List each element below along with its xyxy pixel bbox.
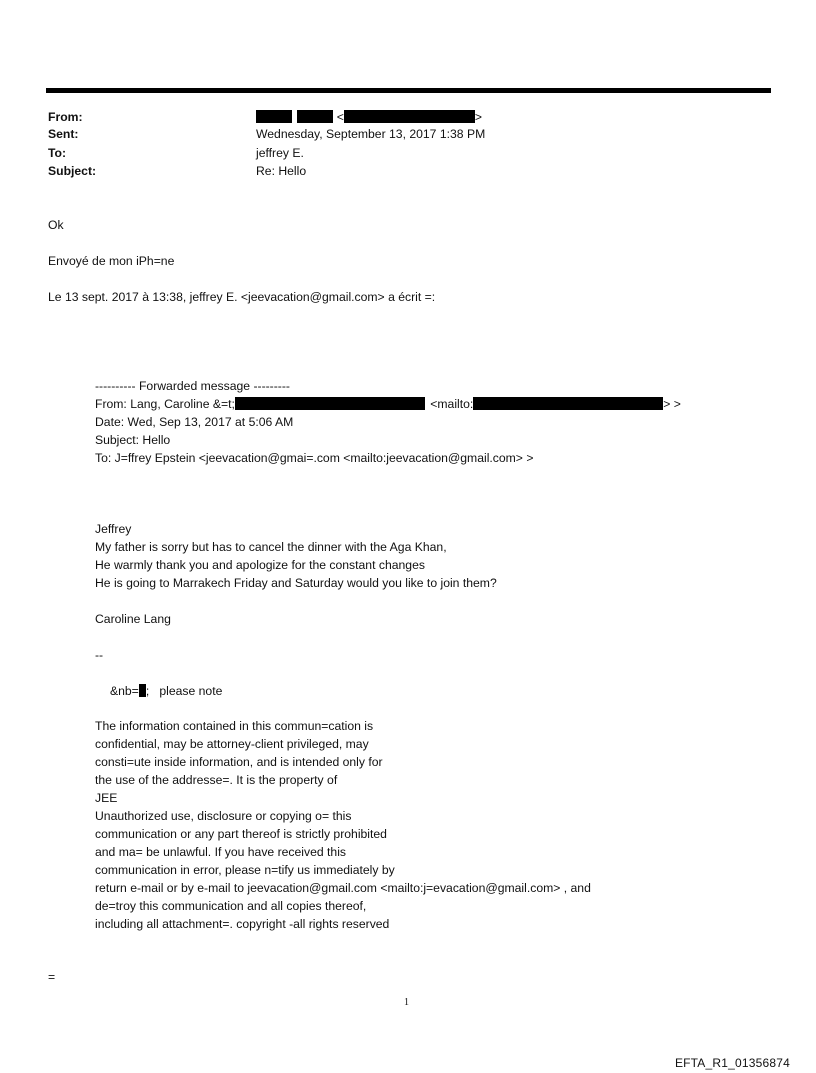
message-line: My father is sorry but has to cancel the dinner with the Aga Khan, [95, 540, 447, 554]
disclaimer-line: the use of the addresse=. It is the property of [95, 773, 338, 787]
from-value [256, 109, 482, 125]
page-number: 1 [404, 997, 409, 1008]
message-dashes: -- [95, 648, 104, 662]
message-signoff: Caroline Lang [95, 612, 171, 626]
reply-body: Ok [48, 218, 64, 232]
reply-signature: Envoyé de mon iPh=ne [48, 254, 175, 268]
from-close-bracket: > [474, 110, 483, 124]
forwarded-separator: ---------- Forwarded message --------- [95, 379, 290, 393]
forwarded-to: To: J=ffrey Epstein <jeevacation@gmai=.com <mailto:jeevacation@gmail.com> > [95, 451, 534, 465]
disclaimer-line: communication or any part thereof is strictly prohibited [95, 827, 387, 841]
header-rule [46, 88, 771, 93]
forwarded-date: Date: Wed, Sep 13, 2017 at 5:06 AM [95, 415, 294, 429]
note-prefix: &nb= [110, 684, 139, 698]
forwarded-from [95, 396, 681, 412]
disclaimer-line: including all attachment=. copyright -all rights reserved [95, 917, 390, 931]
message-line: He warmly thank you and apologize for the constant changes [95, 558, 425, 572]
redaction-block [139, 684, 146, 697]
redaction-block [235, 397, 425, 410]
note-suffix: ; please note [145, 684, 223, 698]
redaction-block [297, 110, 333, 123]
trailing-equals: = [48, 970, 56, 984]
disclaimer-line: return e-mail or by e-mail to jeevacation@gmail.com <mailto:j=evacation@gmail.com> , and [95, 881, 591, 895]
forwarded-from-mailto: <mailto: [430, 397, 474, 411]
disclaimer-line: Unauthorized use, disclosure or copying o= this [95, 809, 352, 823]
redaction-block [473, 397, 663, 410]
subject-label: Subject: [48, 164, 97, 178]
to-label: To: [48, 146, 67, 160]
disclaimer-line: consti=ute inside information, and is intended only for [95, 755, 383, 769]
redaction-block [344, 110, 475, 123]
sent-label: Sent: [48, 127, 79, 141]
to-value: jeffrey E. [256, 146, 304, 160]
forwarded-subject: Subject: Hello [95, 433, 171, 447]
disclaimer-line: JEE [95, 791, 118, 805]
forwarded-from-close: > > [663, 397, 681, 411]
redaction-block [256, 110, 292, 123]
disclaimer-line: de=troy this communication and all copies thereof, [95, 899, 367, 913]
from-open-bracket: < [336, 110, 344, 124]
from-label: From: [48, 110, 83, 124]
disclaimer-note [110, 683, 222, 699]
message-greeting: Jeffrey [95, 522, 132, 536]
disclaimer-line: and ma= be unlawful. If you have received this [95, 845, 347, 859]
disclaimer-line: The information contained in this commun=cation is [95, 719, 374, 733]
disclaimer-line: confidential, may be attorney-client privileged, may [95, 737, 369, 751]
subject-value: Re: Hello [256, 164, 307, 178]
message-line: He is going to Marrakech Friday and Saturday would you like to join them? [95, 576, 497, 590]
sent-value: Wednesday, September 13, 2017 1:38 PM [256, 127, 486, 141]
forwarded-from-prefix: From: Lang, Caroline &=t; [95, 397, 235, 411]
disclaimer-line: communication in error, please n=tify us immediately by [95, 863, 395, 877]
quote-intro: Le 13 sept. 2017 à 13:38, jeffrey E. <jeevacation@gmail.com> a écrit =: [48, 290, 436, 304]
document-id: EFTA_R1_01356874 [674, 1056, 790, 1070]
